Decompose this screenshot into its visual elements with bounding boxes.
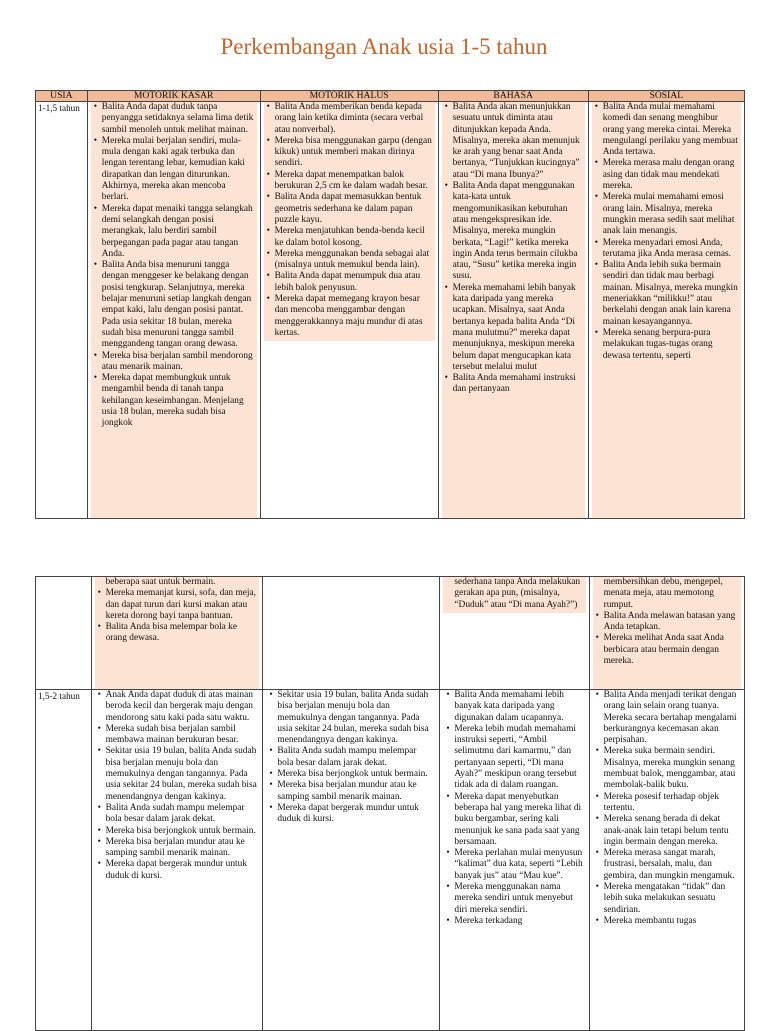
sosial-cell (589, 690, 744, 1031)
list-item: • Mereka dapat bergerak mundur untuk duduk di kursi. (277, 803, 434, 826)
list-item: • Mereka melihat Anda saat Anda berbicara atau bermain dengan mereka. (604, 633, 739, 667)
list-item-continued: membersihkan debu, mengepel, menata meja, atau memotong rumput. (603, 577, 723, 610)
list-item: • Mereka bisa menggunakan garpu (dengan kikuk) untuk memberi makan dirinya sendiri. (275, 136, 433, 170)
bahasa-cell (438, 102, 588, 519)
list-item: • Mereka dapat membungkuk untuk mengambil benda di tanah tanpa kehilangan keseimbangan. Menjelang usia 18 bulan, mereka sudah bisa jongkok (102, 373, 255, 429)
list-item-continued: beberapa saat untuk bermain. (105, 577, 216, 587)
development-table-part-1 (35, 90, 745, 519)
list-item: • Mereka dapat menyebutkan beberapa hal yang mereka lihat di buku bergambar, sering kali menunjuk ke sana pada saat yang bersamaan. (454, 792, 583, 848)
table-header-row (36, 91, 745, 102)
list-item: • Balita Anda memahami instruksi dan pertanyaan (453, 373, 583, 396)
list-item: • Mereka dapat menaiki tangga selangkah demi selangkah dengan posisi merangkak, lalu berdiri sambil berpegangan pada pagar atau tangan Anda. (102, 204, 255, 260)
list-item: • Balita Anda bisa melempar bola ke orang dewasa. (106, 622, 258, 645)
list-item: • Mereka posesif terhadap objek tertentu. (604, 792, 739, 815)
table-row (36, 102, 745, 519)
motorik-kasar-cell (87, 102, 260, 519)
list-item: • Balita Anda akan menunjukkan sesuatu untuk diminta atau ditunjukkan kepada Anda. Misalnya, mereka akan menunjuk ke arah yang benar saat Anda bertanya, “Tunjukkan kucingnya” atau “Di mana Ibunya?” (453, 102, 583, 181)
list-item: • Mereka senang berpura-pura melakukan tugas-tugas orang dewasa tertentu, seperti (603, 328, 739, 362)
list-item: • Balita Anda bisa menuruni tangga dengan menggeser ke belakang dengan posisi tengkurap. Selanjutnya, mereka belajar menuruni setiap langkah dengan empat kaki, lalu dengan posisi pantat. Pada usia sekitar 18 bulan, mereka sudah bisa menuruni tangga sambil menggandeng tangan orang dewasa. (102, 260, 255, 350)
motorik-halus-cell (263, 577, 440, 690)
list-item: • Mereka menggunakan benda sebagai alat (misalnya untuk memukul benda lain). (275, 249, 433, 272)
list-item: • Sekitar usia 19 bulan, balita Anda sudah bisa berjalan menuju bola dan memukulnya dengan tangannya. Pada usia sekitar 24 bulan, mereka sudah bisa menendangnya dengan kakinya. (277, 690, 434, 746)
list-item: • Anak Anda dapat duduk di atas mainan beroda kecil dan bergerak maju dengan mendorong satu kaki pada satu waktu. (106, 690, 258, 724)
list-item: • Mereka bisa berjongkok untuk bermain. (277, 769, 434, 780)
page-title: Perkembangan Anak usia 1-5 tahun (220, 34, 548, 59)
list-item: • Balita Anda menjadi terikat dengan orang lain selain orang tuanya. Mereka secara bertahap mengalami berkurangnya kecemasan akan perpisahan. (604, 690, 739, 746)
list-item: • Mereka mengatakan “tidak” dan lebih suka melakukan sesuatu sendirian. (604, 882, 739, 916)
list-item: • Balita Anda dapat menumpuk dua atau lebih balok penyusun. (275, 271, 433, 294)
list-item: • Mereka menyadari emosi Anda, terutama jika Anda merasa cemas. (603, 238, 739, 261)
list-item: • Mereka mulai memahami emosi orang lain. Misalnya, mereka mungkin merasa sedih saat melihat anak lain menangis. (603, 192, 739, 237)
list-item: • Sekitar usia 19 bulan, balita Anda sudah bisa berjalan menuju bola dan memukulnya dengan tangannya. Pada usia sekitar 24 bulan, mereka sudah bisa menendangnya dengan kakinya. (106, 746, 258, 802)
list-item: • Mereka mulai berjalan sendiri, mula-mula dengan kaki agak terbuka dan lengan terentang lebar, kemudian kaki dirapatkan dan lengan diturunkan. Akhirnya, mereka akan mencoba berlari. (102, 136, 255, 204)
list-item: • Mereka terkadang (454, 916, 583, 927)
list-item: • Mereka bisa berjalan sambil mendorong atau menarik mainan. (102, 351, 255, 374)
list-item: • Balita Anda dapat duduk tanpa penyangga setidaknya selama lima detik sambil menoleh untuk melihat mainan. (102, 102, 255, 136)
list-item: • Balita Anda lebih suka bermain sendiri dan tidak mau berbagi mainan. Misalnya, mereka mungkin meneriakkan “milikku!” atau berkelahi dengan anak lain karena mainan kesayangannya. (603, 260, 739, 328)
list-item: • Balita Anda mulai memahami komedi dan senang menghibur orang yang mereka cintai. Mereka mengulangi perilaku yang membuat Anda tertawa. (603, 102, 739, 158)
list-item: • Mereka merasa sangat marah, frustrasi, bersalah, malu, dan gembira, dan mungkin mengamuk. (604, 848, 739, 882)
list-item: • Mereka lebih mudah memahami instruksi seperti, “Ambil selimutmu dari kamarmu,” dan pertanyaan seperti, “Di mana Ayah?” meskipun orang tersebut tidak ada di dalam ruangan. (454, 724, 583, 792)
list-item: • Mereka suka bermain sendiri. Misalnya, mereka mungkin senang membuat balok, menggambar, atau membolak-balik buku. (604, 746, 739, 791)
list-item: • Mereka membantu tugas (604, 916, 739, 927)
age-cell: 1,5-2 tahun (36, 690, 92, 1031)
list-item: • Mereka merasa malu dengan orang asing dan tidak mau mendekati mereka. (603, 158, 739, 192)
list-item: • Mereka senang berada di dekat anak-anak lain tetapi belum tentu ingin bermain dengan mereka. (604, 814, 739, 848)
list-item: • Balita Anda sudah mampu melempar bola besar dalam jarak dekat. (277, 746, 434, 769)
list-item: • Balita Anda memberikan benda kepada orang lain ketika diminta (secara verbal atau nonverbal). (275, 102, 433, 136)
list-item: • Balita Anda dapat menggunakan kata-kata untuk mengomunikasikan kebutuhan atau mengekspresikan ide. Misalnya, mereka mungkin berkata, “Lagi!” ketika mereka ingin Anda terus bermain cilukba atau, “Susu” ketika mereka ingin susu. (453, 181, 583, 283)
list-item: • Mereka menggunakan nama mereka sendiri untuk menyebut diri mereka sendiri. (454, 882, 583, 916)
header-usia: USIA (36, 91, 88, 102)
list-item: • Mereka memahami lebih banyak kata daripada yang mereka ucapkan. Misalnya, saat Anda bertanya kepada balita Anda “Di mana mulutmu?” mereka dapat menunjuknya, meskipun mereka belum dapat mengucapkan kata tersebut melalui mulut (453, 283, 583, 373)
list-item: • Mereka sudah bisa berjalan sambil membawa mainan berukuran besar. (106, 724, 258, 747)
list-item: • Balita Anda memahami lebih banyak kata daripada yang digunakan dalam ucapannya. (454, 690, 583, 724)
list-item: • Mereka memanjat kursi, sofa, dan meja, dan dapat turun dari kursi makan atau kereta dorong bayi tanpa bantuan. (106, 588, 258, 622)
development-table-part-2 (35, 576, 745, 1031)
table-row (36, 690, 745, 1031)
motorik-halus-cell (260, 102, 438, 519)
list-item: • Mereka bisa berjalan mundur atau ke samping sambil menarik mainan. (106, 837, 258, 860)
bahasa-cell (440, 577, 589, 690)
age-cell: 1-1,5 tahun (36, 102, 88, 519)
list-item: • Balita Anda dapat memasukkan bentuk geometris sederhana ke dalam papan puzzle kayu. (275, 192, 433, 226)
list-item: • Balita Anda melawan batasan yang Anda tetapkan. (604, 611, 739, 634)
list-item: • Mereka menjatuhkan benda-benda kecil ke dalam botol kosong. (275, 226, 433, 249)
list-item: • Mereka bisa berjongkok untuk bermain. (106, 826, 258, 837)
header-motorik-kasar: MOTORIK KASAR (87, 91, 260, 102)
list-item: • Mereka dapat menempatkan balok berukuran 2,5 cm ke dalam wadah besar. (275, 170, 433, 193)
list-item: • Mereka perlahan mulai menyusun “kalimat” dua kata, seperti “Lebih banyak jus” atau “Mau kue”. (454, 848, 583, 882)
bahasa-cell (440, 690, 589, 1031)
sosial-cell (588, 102, 744, 519)
age-cell (36, 577, 92, 690)
sosial-cell (589, 577, 744, 690)
table-row (36, 577, 745, 690)
list-item: • Mereka bisa berjalan mundur atau ke samping sambil menarik mainan. (277, 780, 434, 803)
header-motorik-halus: MOTORIK HALUS (260, 91, 438, 102)
header-sosial: SOSIAL (588, 91, 744, 102)
list-item-continued: sederhana tanpa Anda melakukan gerakan apa pun, (misalnya, “Duduk” atau “Di mana Ayah?”) (454, 577, 581, 610)
motorik-halus-cell (263, 690, 440, 1031)
list-item: • Mereka dapat memegang krayon besar dan mencoba menggambar dengan menggerakkannya maju mundur di atas kertas. (275, 294, 433, 339)
motorik-kasar-cell (91, 690, 263, 1031)
header-bahasa: BAHASA (438, 91, 588, 102)
motorik-kasar-cell (91, 577, 263, 690)
list-item: • Balita Anda sudah mampu melempar bola besar dalam jarak dekat. (106, 803, 258, 826)
list-item: • Mereka dapat bergerak mundur untuk duduk di kursi. (106, 859, 258, 882)
